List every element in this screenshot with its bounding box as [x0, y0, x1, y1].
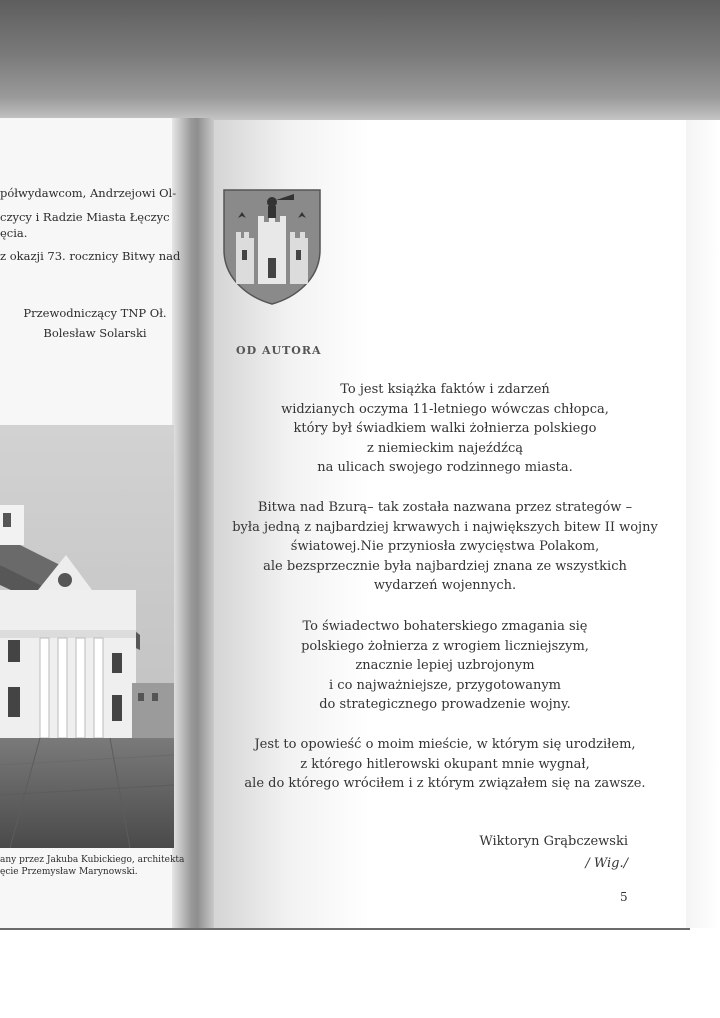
left-text-line: z okazji 73. rocznicy Bitwy nad: [0, 249, 181, 263]
left-text-line: półwydawcom, Andrzejowi Ol-: [0, 186, 177, 200]
poem-line: Jest to opowieść o moim mieście, w którym się urodziłem,: [254, 737, 636, 752]
left-signature-name: Bolesław Solarski: [43, 326, 147, 340]
poem-line: Bitwa nad Bzurą– tak została nazwana przez strategów –: [257, 500, 633, 515]
poem-line: który był świadkiem walki żołnierza polskiego: [293, 421, 597, 436]
poem-line: na ulicach swojego rodzinnego miasta.: [317, 460, 573, 475]
stanza: [210, 498, 680, 596]
poem-line: znacznie lepiej uzbrojonym: [355, 658, 535, 673]
right-page-edge: [686, 120, 720, 928]
stanza: [210, 735, 680, 794]
poem-line: z niemieckim najeźdźcą: [366, 440, 524, 456]
left-text-line: ęcia.: [0, 226, 28, 240]
section-heading: OD AUTORA: [236, 344, 322, 357]
stanza: [210, 380, 680, 478]
left-text-line: czycy i Radzie Miasta Łęczyc: [0, 210, 170, 224]
left-signature-title: Przewodniczący TNP Oł.: [23, 306, 167, 320]
poem-line: światowej.Nie przyniosła zwycięstwa Polakom,: [290, 539, 600, 554]
poem-line: polskiego żołnierza z wrogiem liczniejszym,: [301, 638, 589, 654]
book-gutter-shadow: [172, 118, 214, 930]
poem-line: ale do którego wróciłem i z którym związałem się na zawsze.: [244, 776, 646, 791]
town-hall-photo: [0, 425, 174, 848]
stanza: [210, 617, 680, 715]
poem-line: była jedną z najbardziej krwawych i największych bitew II wojny: [232, 519, 658, 535]
scan-bottom-margin: [0, 930, 720, 1018]
coat-of-arms-emblem: [222, 188, 322, 310]
photo-caption-line: ęcie Przemysław Marynowski.: [0, 867, 138, 877]
page-number: 5: [620, 890, 628, 904]
poem-line: do strategicznego prowadzenie wojny.: [319, 697, 571, 712]
author-initials: / Wig./: [585, 856, 628, 871]
photo-caption-line: any przez Jakuba Kubickiego, architekta: [0, 855, 185, 865]
poem-line: wydarzeń wojennych.: [373, 578, 517, 593]
poem-line: i co najważniejsze, przygotowanym: [329, 677, 561, 693]
scan-top-shadow: [0, 0, 720, 122]
poem-line: To świadectwo bohaterskiego zmagania się: [302, 619, 588, 634]
author-name: Wiktoryn Grąbczewski: [479, 834, 628, 849]
poem-line: widzianych oczyma 11-letniego wówczas chłopca,: [281, 401, 609, 417]
poem-line: z którego hitlerowski okupant mnie wygnał,: [300, 756, 590, 772]
poem-line: ale bezsprzecznie była najbardziej znana ze wszystkich: [263, 558, 627, 574]
poem-line: To jest książka faktów i zdarzeń: [340, 382, 550, 397]
